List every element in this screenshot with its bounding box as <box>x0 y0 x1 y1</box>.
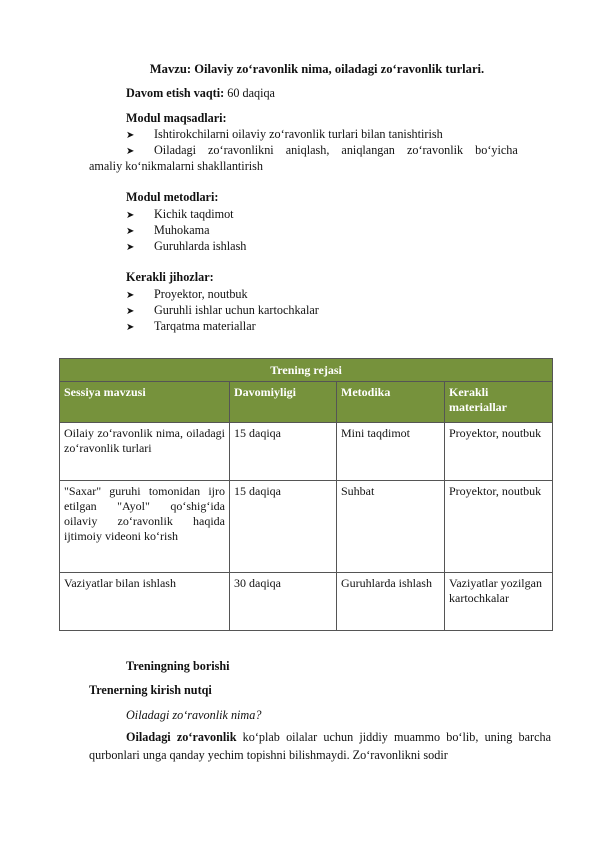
document-title: Mavzu: Oilaviy zo‘ravonlik nima, oiladagi zo‘ravonlik turlari. <box>149 62 485 76</box>
training-plan-table <box>59 358 553 631</box>
table-cell: Vaziyatlar bilan ishlash <box>60 573 230 631</box>
table-row <box>60 573 553 631</box>
arrowhead-bullet-icon: ➤ <box>126 306 135 317</box>
table-caption-row <box>60 359 553 382</box>
paragraph-text: ko‘plab oilalar uchun jiddiy muammo bo‘lib, uning barcha qurbonlari unga qanday yechim topishni bilishmaydi. Zo‘ravonlikni sodir <box>89 730 551 762</box>
arrowhead-bullet-icon: ➤ <box>126 290 135 301</box>
equipment-item: ➤ Tarqatma materiallar <box>126 319 256 333</box>
table-cell: 15 daqiqa <box>230 423 337 481</box>
equipment-item: ➤ Proyektor, noutbuk <box>126 287 248 301</box>
method-item: ➤ Muhokama <box>126 223 210 237</box>
goals-heading: Modul maqsadlari: <box>126 111 227 125</box>
column-header: Sessiya mavzusi <box>60 382 230 423</box>
intro-heading: Trenerning kirish nutqi <box>89 683 212 697</box>
table-cell: Suhbat <box>337 481 445 573</box>
paragraph-term: Oiladagi zo‘ravonlik <box>126 730 237 744</box>
table-header-row <box>60 382 553 423</box>
goal-item: ➤ Oiladagi zo‘ravonlikni aniqlash, aniqlangan zo‘ravonlik bo‘yicha <box>126 143 518 157</box>
table-caption: Trening rejasi <box>60 359 553 382</box>
goal-continuation: amaliy ko‘nikmalarni shakllantirish <box>89 159 263 173</box>
column-header: Metodika <box>337 382 445 423</box>
table-cell: Vaziyatlar yozilgan kartochkalar <box>445 573 553 631</box>
arrowhead-bullet-icon: ➤ <box>126 322 135 333</box>
method-item: ➤ Guruhlarda ishlash <box>126 239 247 253</box>
arrowhead-bullet-icon: ➤ <box>126 146 135 157</box>
section-question: Oiladagi zo‘ravonlik nima? <box>126 708 262 722</box>
column-header: Davomiyligi <box>230 382 337 423</box>
column-header: Kerakli materiallar <box>445 382 553 423</box>
table-cell: "Saxar" guruhi tomonidan ijro etilgan "Ayol" qo‘shig‘ida oilaviy zo‘ravonlik haqida ijtimoiy videoni ko‘rish <box>60 481 230 573</box>
table-cell: 15 daqiqa <box>230 481 337 573</box>
duration-label: Davom etish vaqti: <box>126 86 225 100</box>
table-cell: 30 daqiqa <box>230 573 337 631</box>
equipment-heading: Kerakli jihozlar: <box>126 270 214 284</box>
progress-heading: Treningning borishi <box>126 659 230 673</box>
duration-value: 60 daqiqa <box>227 86 275 100</box>
duration-line <box>126 86 275 101</box>
table-cell: Guruhlarda ishlash <box>337 573 445 631</box>
table-row <box>60 481 553 573</box>
arrowhead-bullet-icon: ➤ <box>126 226 135 237</box>
equipment-item: ➤ Guruhli ishlar uchun kartochkalar <box>126 303 319 317</box>
arrowhead-bullet-icon: ➤ <box>126 242 135 253</box>
body-paragraph <box>89 728 551 764</box>
table-cell: Mini taqdimot <box>337 423 445 481</box>
method-item: ➤ Kichik taqdimot <box>126 207 234 221</box>
arrowhead-bullet-icon: ➤ <box>126 210 135 221</box>
goal-item: ➤ Ishtirokchilarni oilaviy zo‘ravonlik turlari bilan tanishtirish <box>126 127 443 141</box>
methods-heading: Modul metodlari: <box>126 190 219 204</box>
arrowhead-bullet-icon: ➤ <box>126 130 135 141</box>
table-cell: Proyektor, noutbuk <box>445 481 553 573</box>
table-cell: Oilaiy zo‘ravonlik nima, oiladagi zo‘ravonlik turlari <box>60 423 230 481</box>
table-cell: Proyektor, noutbuk <box>445 423 553 481</box>
table-row <box>60 423 553 481</box>
